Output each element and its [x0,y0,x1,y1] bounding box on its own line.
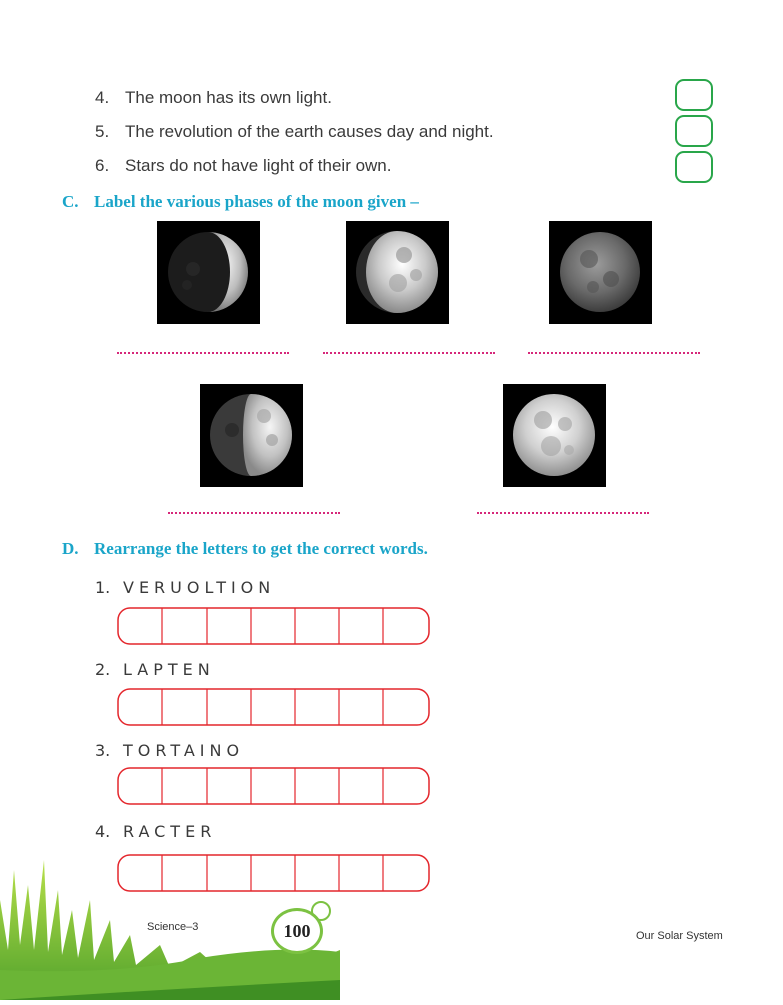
jumbled-letters: RACTER [123,822,217,841]
book-title: Science–3 [147,921,199,933]
jumbled-word-4 [95,822,216,841]
label-line-1[interactable] [117,352,289,354]
chapter-title: Our Solar System [636,930,723,942]
answer-box-5[interactable] [675,115,713,147]
question-number: 4. [95,822,111,841]
moon-phase-image-5 [503,384,606,487]
label-line-5[interactable] [477,512,649,514]
statement-5 [95,122,494,142]
answer-box-4[interactable] [675,79,713,111]
jumbled-word-1 [95,578,275,597]
moon-phase-image-3 [549,221,652,324]
moon-phase-image-4 [200,384,303,487]
statement-4 [95,88,332,108]
question-number: 3. [95,741,111,760]
jumbled-word-3 [95,741,244,760]
section-letter: D. [62,539,79,558]
statement-number: 4. [95,88,110,107]
section-title: Label the various phases of the moon given – [94,192,419,211]
statement-text: The revolution of the earth causes day and night. [125,122,494,141]
moon-phase-image-1 [157,221,260,324]
answer-box-6[interactable] [675,151,713,183]
section-title: Rearrange the letters to get the correct words. [94,539,428,558]
moon-phase-image-2 [346,221,449,324]
answer-boxes-1[interactable] [117,607,430,645]
section-c-heading [62,192,419,212]
page-number: 100 [271,908,323,954]
answer-boxes-3[interactable] [117,767,430,805]
label-line-2[interactable] [323,352,495,354]
jumbled-letters: TORTAINO [123,741,245,760]
jumbled-letters: LAPTEN [123,660,215,679]
section-letter: C. [62,192,79,211]
jumbled-word-2 [95,660,215,679]
statement-text: The moon has its own light. [125,88,332,107]
answer-boxes-2[interactable] [117,688,430,726]
label-line-3[interactable] [528,352,700,354]
question-number: 1. [95,578,111,597]
label-line-4[interactable] [168,512,340,514]
section-d-heading [62,539,428,559]
jumbled-letters: VERUOLTION [123,578,276,597]
statement-number: 6. [95,156,110,175]
statement-number: 5. [95,122,110,141]
statement-text: Stars do not have light of their own. [125,156,392,175]
question-number: 2. [95,660,111,679]
statement-6 [95,156,392,176]
